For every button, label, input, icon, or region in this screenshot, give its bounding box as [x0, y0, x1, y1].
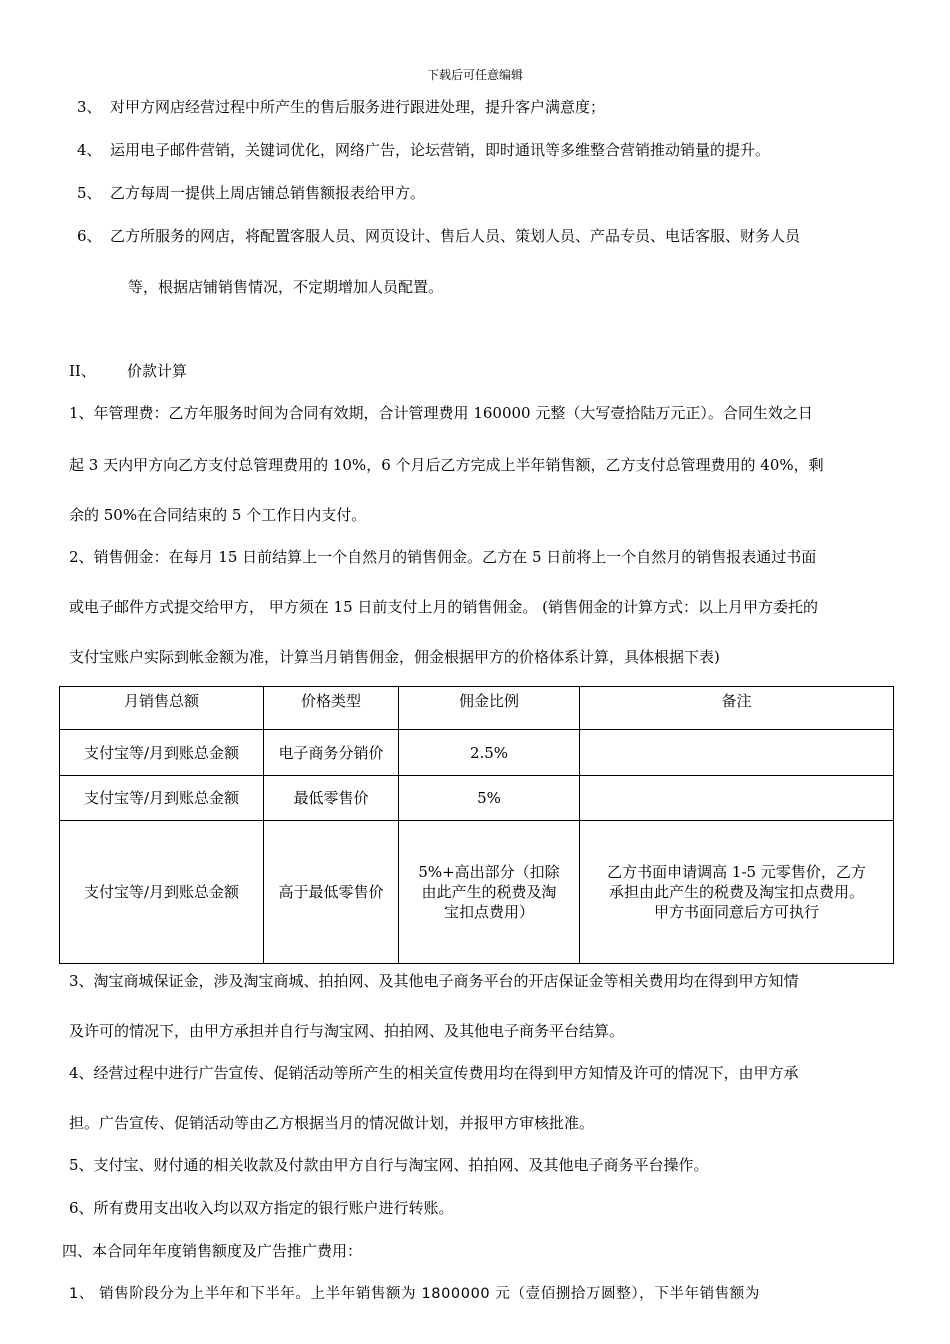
- list-item-text: 乙方所服务的网店，将配置客服人员、网页设计、售后人员、策划人员、产品专员、电话客服、财务人员: [110, 227, 801, 245]
- para-1-line-1: 1、年管理费：乙方年服务时间为合同有效期，合计管理费用 160000 元整（大写壹拾陆万元正）。合同生效之日: [69, 404, 813, 422]
- table-row: [60, 730, 894, 776]
- cell-remarks: [580, 821, 894, 964]
- section-title: 价款计算: [127, 362, 188, 380]
- header-commission-rate: 佣金比例: [399, 687, 580, 730]
- header-price-type: 价格类型: [264, 687, 399, 730]
- list-item-text: 对甲方网店经营过程中所产生的售后服务进行跟进处理，提升客户满意度；: [110, 98, 606, 116]
- para-2-line-3: 支付宝账户实际到帐金额为准，计算当月销售佣金，佣金根据甲方的价格体系计算，具体根据下表): [69, 648, 720, 666]
- cell-line: 承担由此产生的税费及淘宝扣点费用。: [608, 883, 864, 901]
- commission-table: [59, 686, 894, 964]
- cell-commission-rate: 2.5%: [399, 730, 580, 776]
- section-number: II、: [69, 362, 96, 380]
- list-item-number: 5、: [77, 184, 102, 202]
- para-4-line-1: 4、经营过程中进行广告宣传、促销活动等所产生的相关宣传费用均在得到甲方知情及许可的情况下，由甲方承: [69, 1064, 799, 1082]
- list-item-text: 乙方每周一提供上周店铺总销售额报表给甲方。: [110, 184, 426, 202]
- table-row: [60, 821, 894, 964]
- list-item-6: [77, 225, 801, 246]
- list-item-3: [77, 96, 606, 117]
- cell-monthly-sales: 支付宝等/月到账总金额: [60, 730, 264, 776]
- list-item-5: [77, 182, 426, 203]
- list-item-number: 3、: [77, 98, 102, 116]
- cell-price-type: 高于最低零售价: [264, 821, 399, 964]
- cell-price-type: 最低零售价: [264, 776, 399, 821]
- list-item-text: 运用电子邮件营销，关键词优化，网络广告，论坛营销，即时通讯等多维整合营销推动销量的提升。: [110, 141, 771, 159]
- table-row: [60, 776, 894, 821]
- cell-price-type: 电子商务分销价: [264, 730, 399, 776]
- cell-commission-rate: [399, 821, 580, 964]
- header-remarks: 备注: [580, 687, 894, 730]
- para-3-line-1: 3、淘宝商城保证金，涉及淘宝商城、拍拍网、及其他电子商务平台的开店保证金等相关费用均在得到甲方知情: [69, 972, 799, 990]
- list-item-6-continuation: 等，根据店铺销售情况，不定期增加人员配置。: [128, 278, 444, 296]
- cell-line: 5%+高出部分（扣除: [418, 863, 560, 881]
- cell-commission-rate: 5%: [399, 776, 580, 821]
- para-last: 1、 销售阶段分为上半年和下半年。上半年销售额为 1800000 元（壹佰捌拾万圆整），下半年销售额为: [69, 1286, 760, 1302]
- list-item-number: 4、: [77, 141, 102, 159]
- para-3-line-2: 及许可的情况下，由甲方承担并自行与淘宝网、拍拍网、及其他电子商务平台结算。: [69, 1022, 625, 1040]
- cell-line: 乙方书面申请调高 1-5 元零售价，乙方: [607, 863, 866, 881]
- list-item-number: 6、: [77, 227, 102, 245]
- cell-line: 甲方书面同意后方可执行: [653, 903, 819, 921]
- cell-remarks: [580, 776, 894, 821]
- para-5: 5、支付宝、财付通的相关收款及付款由甲方自行与淘宝网、拍拍网、及其他电子商务平台操作。: [69, 1156, 709, 1174]
- list-item-4: [77, 139, 771, 160]
- header-monthly-sales: 月销售总额: [60, 687, 264, 730]
- cell-monthly-sales: 支付宝等/月到账总金额: [60, 821, 264, 964]
- cell-remarks: [580, 730, 894, 776]
- para-1-line-2: 起 3 天内甲方向乙方支付总管理费用的 10%，6 个月后乙方完成上半年销售额，乙方支付总管理费用的 40%，剩: [69, 456, 824, 474]
- para-2-line-1: 2、销售佣金：在每月 15 日前结算上一个自然月的销售佣金。乙方在 5 日前将上一个自然月的销售报表通过书面: [69, 548, 817, 566]
- page-header: 下载后可任意编辑: [426, 68, 523, 82]
- para-1-line-3: 余的 50%在合同结束的 5 个工作日内支付。: [69, 506, 367, 524]
- para-4-line-2: 担。广告宣传、促销活动等由乙方根据当月的情况做计划，并报甲方审核批准。: [69, 1114, 595, 1132]
- section-iv-title: 四、本合同年年度销售额度及广告推广费用：: [62, 1242, 363, 1260]
- cell-line: 由此产生的税费及淘: [421, 883, 557, 901]
- para-6: 6、所有费用支出收入均以双方指定的银行账户进行转账。: [69, 1199, 454, 1217]
- cell-monthly-sales: 支付宝等/月到账总金额: [60, 776, 264, 821]
- cell-line: 宝扣点费用）: [443, 903, 534, 921]
- table-header-row: [60, 687, 894, 730]
- para-2-line-2: 或电子邮件方式提交给甲方， 甲方须在 15 日前支付上月的销售佣金。 (销售佣金的计算方式：以上月甲方委托的: [69, 598, 819, 616]
